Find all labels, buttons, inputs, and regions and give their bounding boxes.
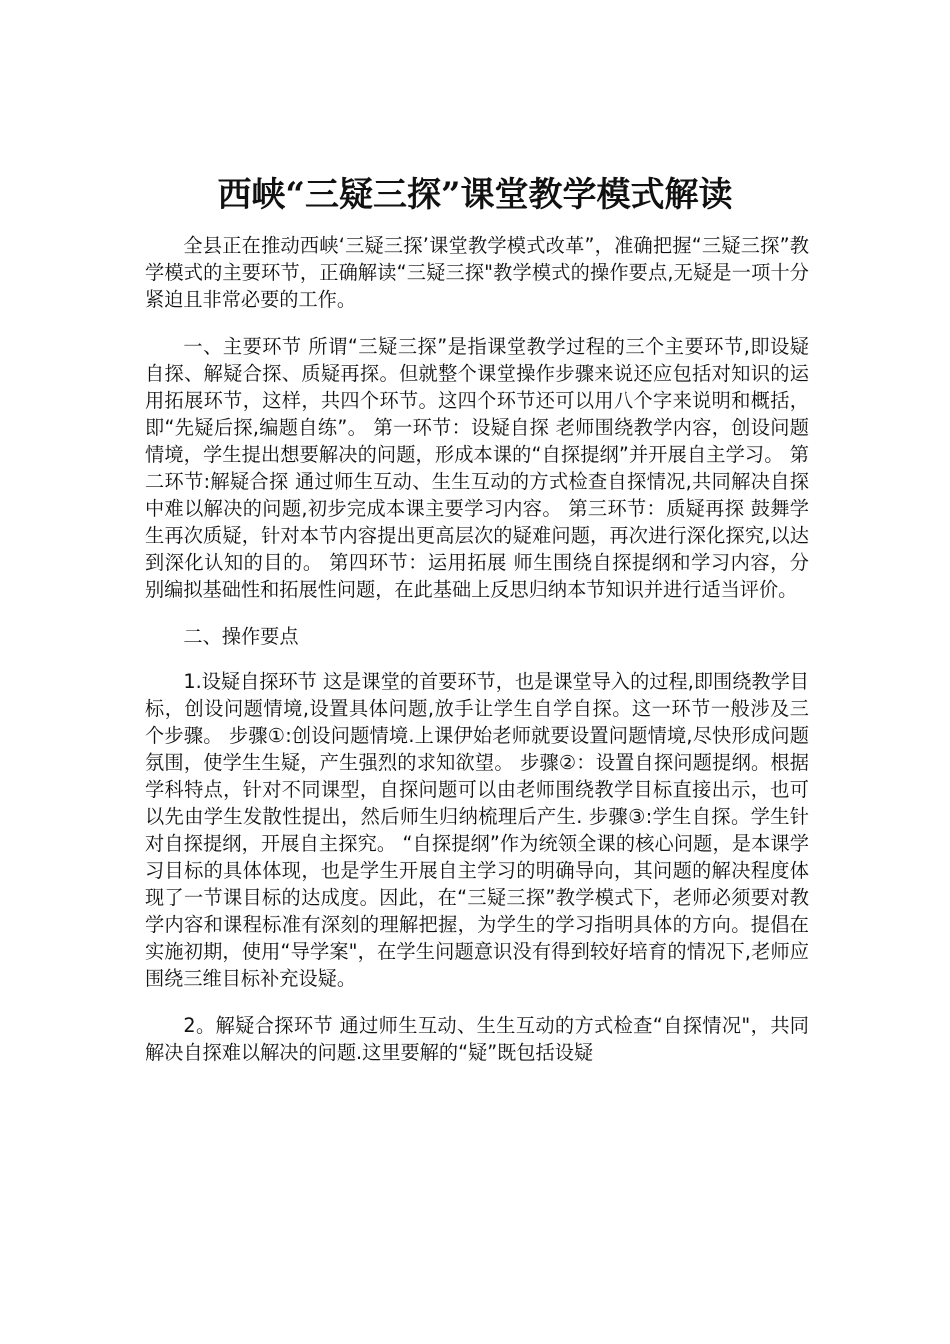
intro-paragraph: 全县正在推动西峡‘三疑三探’课堂教学模式改革”，准确把握“三疑三探”教学模式的主要环节，正确解读“三疑三探"教学模式的操作要点,无疑是一项十分紧迫且非常必要的工作。 (145, 234, 809, 311)
stage-one-paragraph: 1.设疑自探环节 这是课堂的首要环节，也是课堂导入的过程,即围绕教学目标，创设问题情境,设置具体问题,放手让学生自学自探。这一环节一般涉及三个步骤。 步骤①:创设问题情境.上课伊始老师就要设置问题情境,尽快形成问题氛围，使学生生疑，产生强烈的求知欲望。 步骤②：设置自探问题提纲。根据学科特点，针对不同课型，自探问题可以由老师围绕教学目标直接出示，也可以先由学生发散性提出，然后师生归纳梳理后产生. 步骤③:学生自探。学生针对自探提纲，开展自主探究。 “自探提纲”作为统领全课的核心问题，是本课学习目标的具体体现，也是学生开展自主学习的明确导向，其问题的解决程度体现了一节课目标的达成度。因此，在“三疑三探”教学模式下，老师必须要对教学内容和课程标准有深刻的理解把握，为学生的学习指明具体的方向。提倡在实施初期，使用“导学案"，在学生问题意识没有得到较好培育的情况下,老师应围绕三维目标补充设疑。 (145, 670, 809, 990)
document-title: 西峡“三疑三探”课堂教学模式解读 (217, 175, 733, 215)
section-heading-operation-points: 二、操作要点 (183, 625, 299, 648)
stage-two-paragraph: 2。解疑合探环节 通过师生互动、生生互动的方式检查“自探情况"，共同解决自探难以解决的问题.这里要解的“疑”既包括设疑 (145, 1014, 809, 1064)
main-stages-paragraph: 一、主要环节 所谓“三疑三探”是指课堂教学过程的三个主要环节,即设疑自探、解疑合探、质疑再探。但就整个课堂操作步骤来说还应包括对知识的运用拓展环节，这样，共四个环节。这四个环节还可以用八个字来说明和概括，即“先疑后探,编题自练”。 第一环节：设疑自探 老师围绕教学内容，创设问题情境，学生提出想要解决的问题，形成本课的“自探提纲”并开展自主学习。 第二环节:解疑合探 通过师生互动、生生互动的方式检查自探情况,共同解决自探中难以解决的问题,初步完成本课主要学习内容。 第三环节：质疑再探 鼓舞学生再次质疑，针对本节内容提出更高层次的疑难问题，再次进行深化探究,以达到深化认知的目的。 第四环节：运用拓展 师生围绕自探提纲和学习内容，分别编拟基础性和拓展性问题，在此基础上反思归纳本节知识并进行适当评价。 (145, 335, 809, 601)
document-body (145, 232, 809, 1086)
